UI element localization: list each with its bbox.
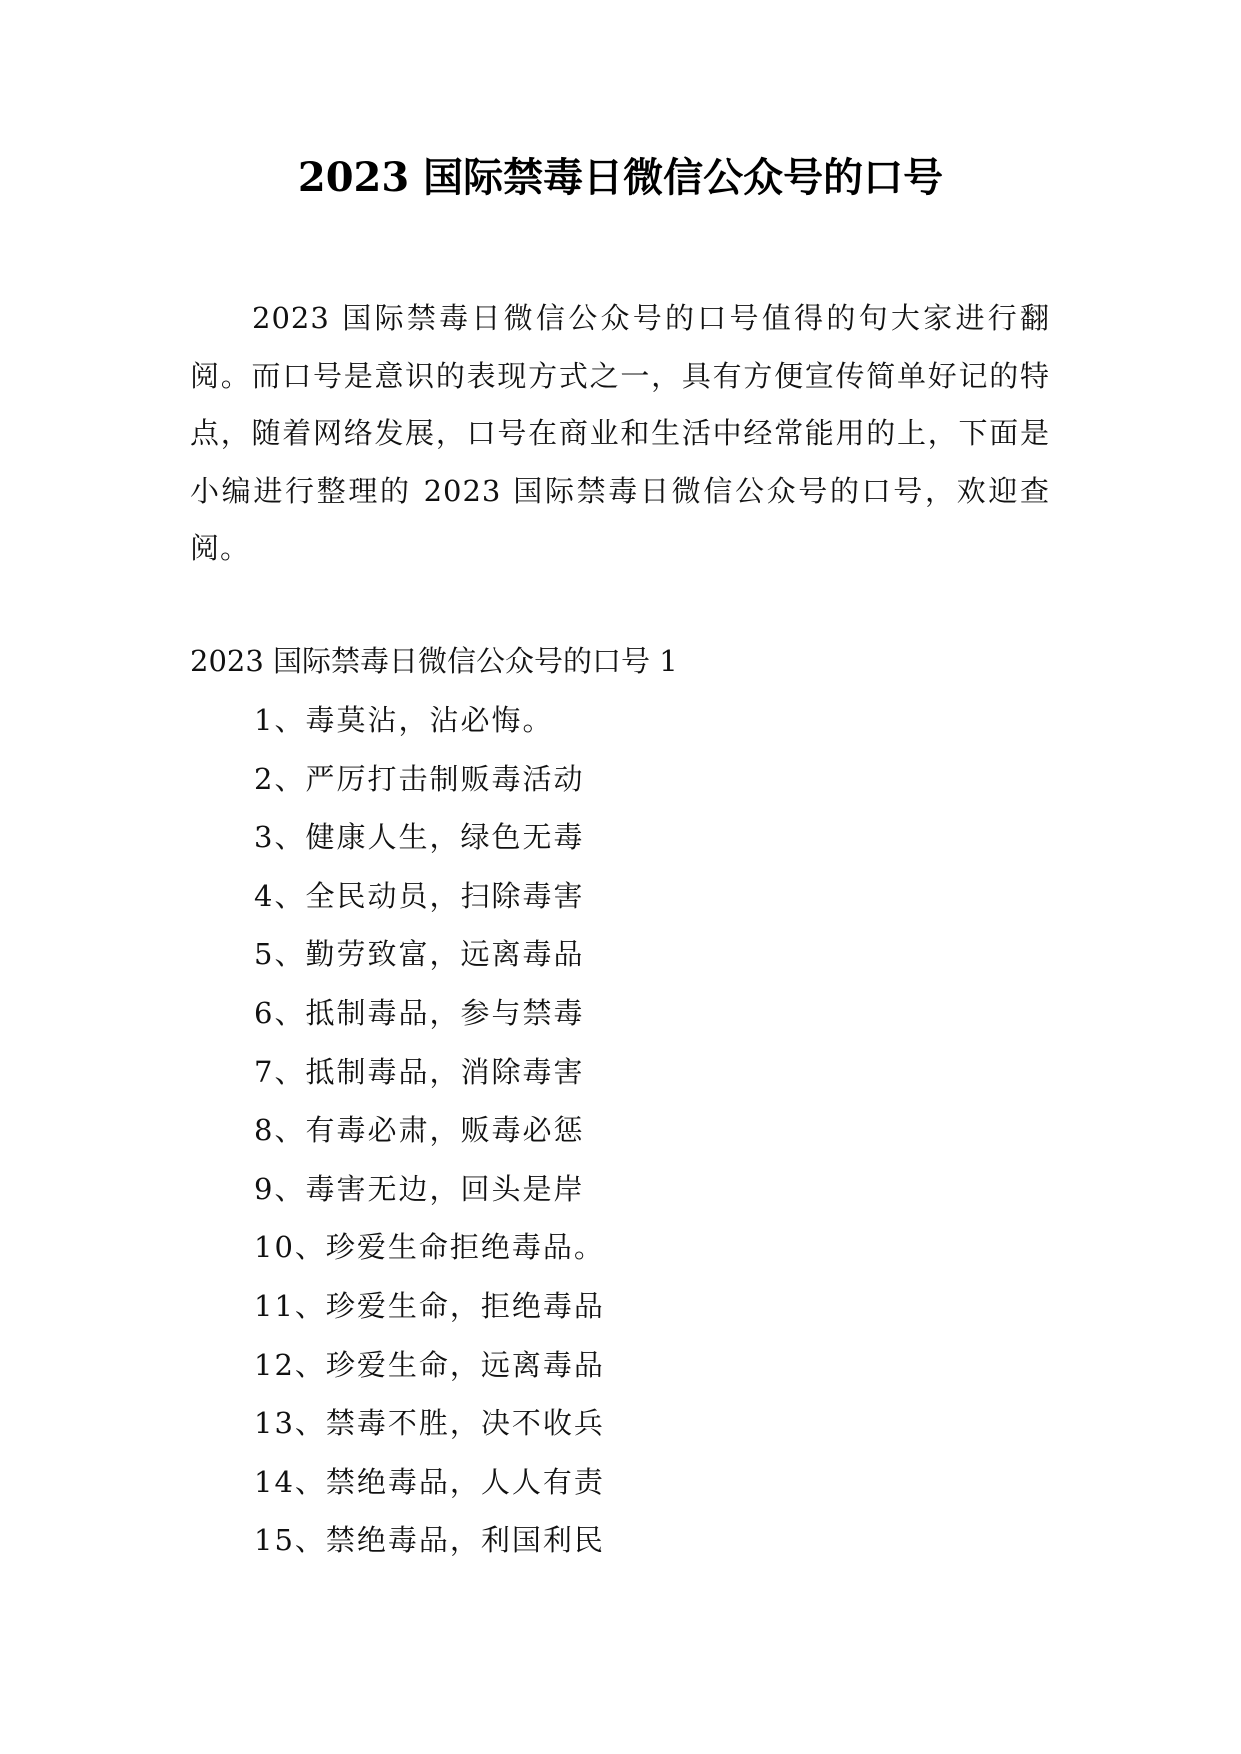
list-item: 1、毒莫沾，沾必悔。 <box>254 703 554 737</box>
list-item: 11、珍爱生命，拒绝毒品 <box>254 1288 605 1323</box>
list-item: 5、勤劳致富，远离毒品 <box>254 937 585 972</box>
list-item: 2、严厉打击制贩毒活动 <box>254 761 585 796</box>
section-heading: 2023 国际禁毒日微信公众号的口号 1 <box>190 644 678 678</box>
list-item: 13、禁毒不胜，决不收兵 <box>254 1406 605 1441</box>
list-item: 12、珍爱生命，远离毒品 <box>254 1347 605 1382</box>
list-item: 10、珍爱生命拒绝毒品。 <box>254 1230 605 1265</box>
list-item: 4、全民动员，扫除毒害 <box>254 878 585 913</box>
slogan-list <box>254 700 1050 1579</box>
list-item: 15、禁绝毒品，利国利民 <box>254 1523 605 1558</box>
list-item: 14、禁绝毒品，人人有责 <box>254 1464 605 1499</box>
intro-paragraph: 2023 国际禁毒日微信公众号的口号值得的句大家进行翻阅。而口号是意识的表现方式之一，具有方便宣传简单好记的特点，随着网络发展，口号在商业和生活中经常能用的上，下面是小编进行整理的 2023 国际禁毒日微信公众号的口号，欢迎查阅。 <box>190 301 1050 565</box>
list-item: 9、毒害无边，回头是岸 <box>254 1171 585 1206</box>
list-item: 8、有毒必肃，贩毒必惩 <box>254 1113 585 1148</box>
list-item: 6、抵制毒品，参与禁毒 <box>254 995 585 1030</box>
list-item: 7、抵制毒品，消除毒害 <box>254 1054 585 1089</box>
list-item: 3、健康人生，绿色无毒 <box>254 820 585 855</box>
page-title: 2023 国际禁毒日微信公众号的口号 <box>297 154 944 201</box>
